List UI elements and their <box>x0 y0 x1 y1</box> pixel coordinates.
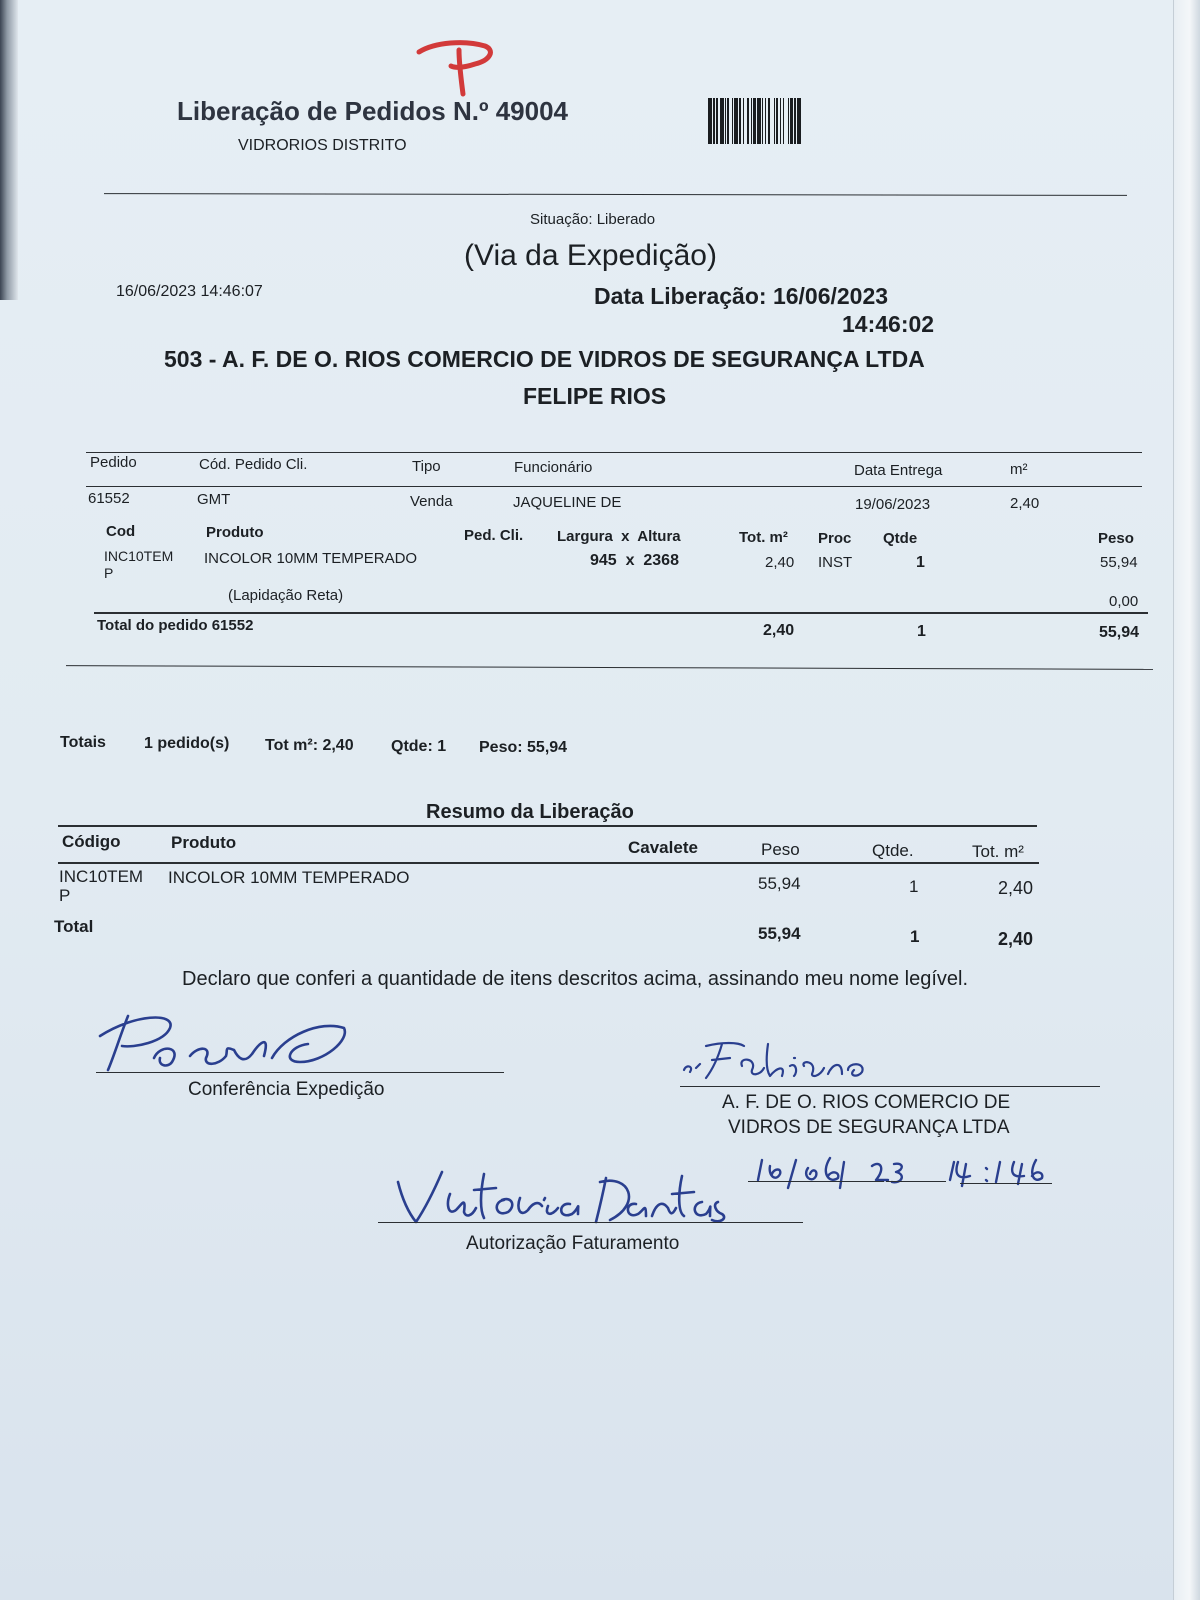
totais-label: Totais <box>60 734 106 751</box>
table-top-border <box>86 452 1142 453</box>
totais-m2: Tot m²: 2,40 <box>265 737 354 754</box>
item-proc: INST <box>818 554 853 571</box>
item-header-ped-cli: Ped. Cli. <box>464 527 524 544</box>
resumo-header-codigo: Código <box>62 832 121 851</box>
date-underline-2 <box>814 1181 884 1182</box>
conferencia-label: Conferência Expedição <box>188 1079 385 1100</box>
item-peso: 55,94 <box>1100 554 1138 571</box>
handwritten-date <box>748 1154 1060 1194</box>
col-header-funcionario: Funcionário <box>514 459 593 476</box>
item-produto: INCOLOR 10MM TEMPERADO <box>204 550 418 567</box>
cell-tipo: Venda <box>410 493 453 510</box>
release-date: Data Liberação: 16/06/2023 <box>594 283 889 309</box>
handwritten-p-mark <box>415 38 499 98</box>
resumo-header-qtde: Qtde. <box>872 841 914 860</box>
cell-cod-pedido-cli: GMT <box>197 491 231 508</box>
resumo-total-label: Total <box>54 917 94 936</box>
item-header-largura-altura: Largura x Altura <box>557 528 681 545</box>
resumo-peso: 55,94 <box>758 874 801 893</box>
via-title: (Via da Expedição) <box>464 239 717 272</box>
cell-pedido: 61552 <box>88 490 130 507</box>
barcode-bar <box>797 98 801 144</box>
sub-item-peso: 0,00 <box>1109 593 1139 610</box>
declaration-text: Declaro que conferi a quantidade de itens descritos acima, assinando meu nome legível. <box>182 968 969 990</box>
item-header-peso: Peso <box>1098 530 1134 547</box>
resumo-title: Resumo da Liberação <box>426 801 634 823</box>
cell-funcionario: JAQUELINE DE <box>513 494 622 511</box>
item-cod-line1: INC10TEM <box>104 548 174 564</box>
resumo-codigo-line1: INC10TEM <box>59 867 144 886</box>
resumo-codigo-line2: P <box>59 886 71 905</box>
cell-m2: 2,40 <box>1010 495 1040 512</box>
item-header-cod: Cod <box>106 523 136 540</box>
signature-line-cliente <box>680 1086 1100 1087</box>
item-header-produto: Produto <box>206 524 264 541</box>
item-cod-line2: P <box>104 565 114 581</box>
resumo-total-m2: 2,40 <box>998 929 1034 949</box>
handwritten-signature-autorizacao <box>380 1164 730 1234</box>
pedido-total-m2: 2,40 <box>763 622 795 639</box>
resumo-qtde: 1 <box>909 877 919 896</box>
handwritten-signature-conferencia <box>94 1006 354 1076</box>
totais-pedidos: 1 pedido(s) <box>144 735 230 752</box>
cliente-label-line1: A. F. DE O. RIOS COMERCIO DE <box>722 1092 1011 1113</box>
release-time: 14:46:02 <box>842 311 935 337</box>
status-text: Situação: Liberado <box>530 211 656 228</box>
printed-timestamp: 16/06/2023 14:46:07 <box>116 283 263 300</box>
background-edge <box>0 0 18 300</box>
item-dimensoes: 945 x 2368 <box>590 552 679 569</box>
pedido-total-qtde: 1 <box>917 623 926 640</box>
table-header-border <box>86 486 1142 487</box>
resumo-tot-m2: 2,40 <box>998 878 1034 898</box>
col-header-m2: m² <box>1010 461 1028 478</box>
client-contact: FELIPE RIOS <box>523 383 667 409</box>
sub-item-descricao: (Lapidação Reta) <box>228 587 344 604</box>
col-header-cod-pedido-cli: Cód. Pedido Cli. <box>199 456 308 473</box>
resumo-header-produto: Produto <box>171 833 237 852</box>
handwritten-signature-cliente <box>682 1036 882 1082</box>
stacked-pages-edge <box>1173 0 1200 1600</box>
section-divider <box>66 665 1153 670</box>
company-name: VIDRORIOS DISTRITO <box>238 137 407 154</box>
item-header-tot-m2: Tot. m² <box>739 529 788 546</box>
resumo-header-tot-m2: Tot. m² <box>972 842 1024 861</box>
header-divider <box>104 193 1127 196</box>
item-header-proc: Proc <box>818 530 852 547</box>
signature-line-autorizacao <box>378 1222 803 1223</box>
cell-data-entrega: 19/06/2023 <box>855 496 931 513</box>
totais-peso: Peso: 55,94 <box>479 739 568 756</box>
client-name: 503 - A. F. DE O. RIOS COMERCIO DE VIDROS DE SEGURANÇA LTDA <box>164 346 925 372</box>
resumo-produto: INCOLOR 10MM TEMPERADO <box>168 868 410 887</box>
totais-qtde: Qtde: 1 <box>391 738 447 755</box>
resumo-header-border <box>58 862 1039 864</box>
signature-line-conferencia <box>96 1072 504 1073</box>
date-underline-4 <box>960 1183 1052 1184</box>
resumo-header-cavalete: Cavalete <box>628 838 698 857</box>
item-tot-m2: 2,40 <box>765 554 795 571</box>
autorizacao-label: Autorização Faturamento <box>466 1233 680 1254</box>
resumo-top-border <box>58 825 1037 827</box>
barcode <box>708 98 886 144</box>
cliente-label-line2: VIDROS DE SEGURANÇA LTDA <box>728 1117 1010 1138</box>
date-underline-3 <box>886 1181 946 1182</box>
resumo-total-peso: 55,94 <box>758 924 801 943</box>
pedido-total-peso: 55,94 <box>1099 624 1140 641</box>
col-header-data-entrega: Data Entrega <box>854 462 943 479</box>
resumo-total-qtde: 1 <box>910 927 920 946</box>
col-header-tipo: Tipo <box>412 458 441 475</box>
item-qtde: 1 <box>916 554 925 571</box>
item-header-qtde: Qtde <box>883 530 918 547</box>
col-header-pedido: Pedido <box>90 454 137 471</box>
item-total-border <box>94 612 1148 614</box>
document-title: Liberação de Pedidos N.º 49004 <box>177 96 568 126</box>
resumo-header-peso: Peso <box>761 840 800 859</box>
pedido-total-label: Total do pedido 61552 <box>97 617 254 634</box>
